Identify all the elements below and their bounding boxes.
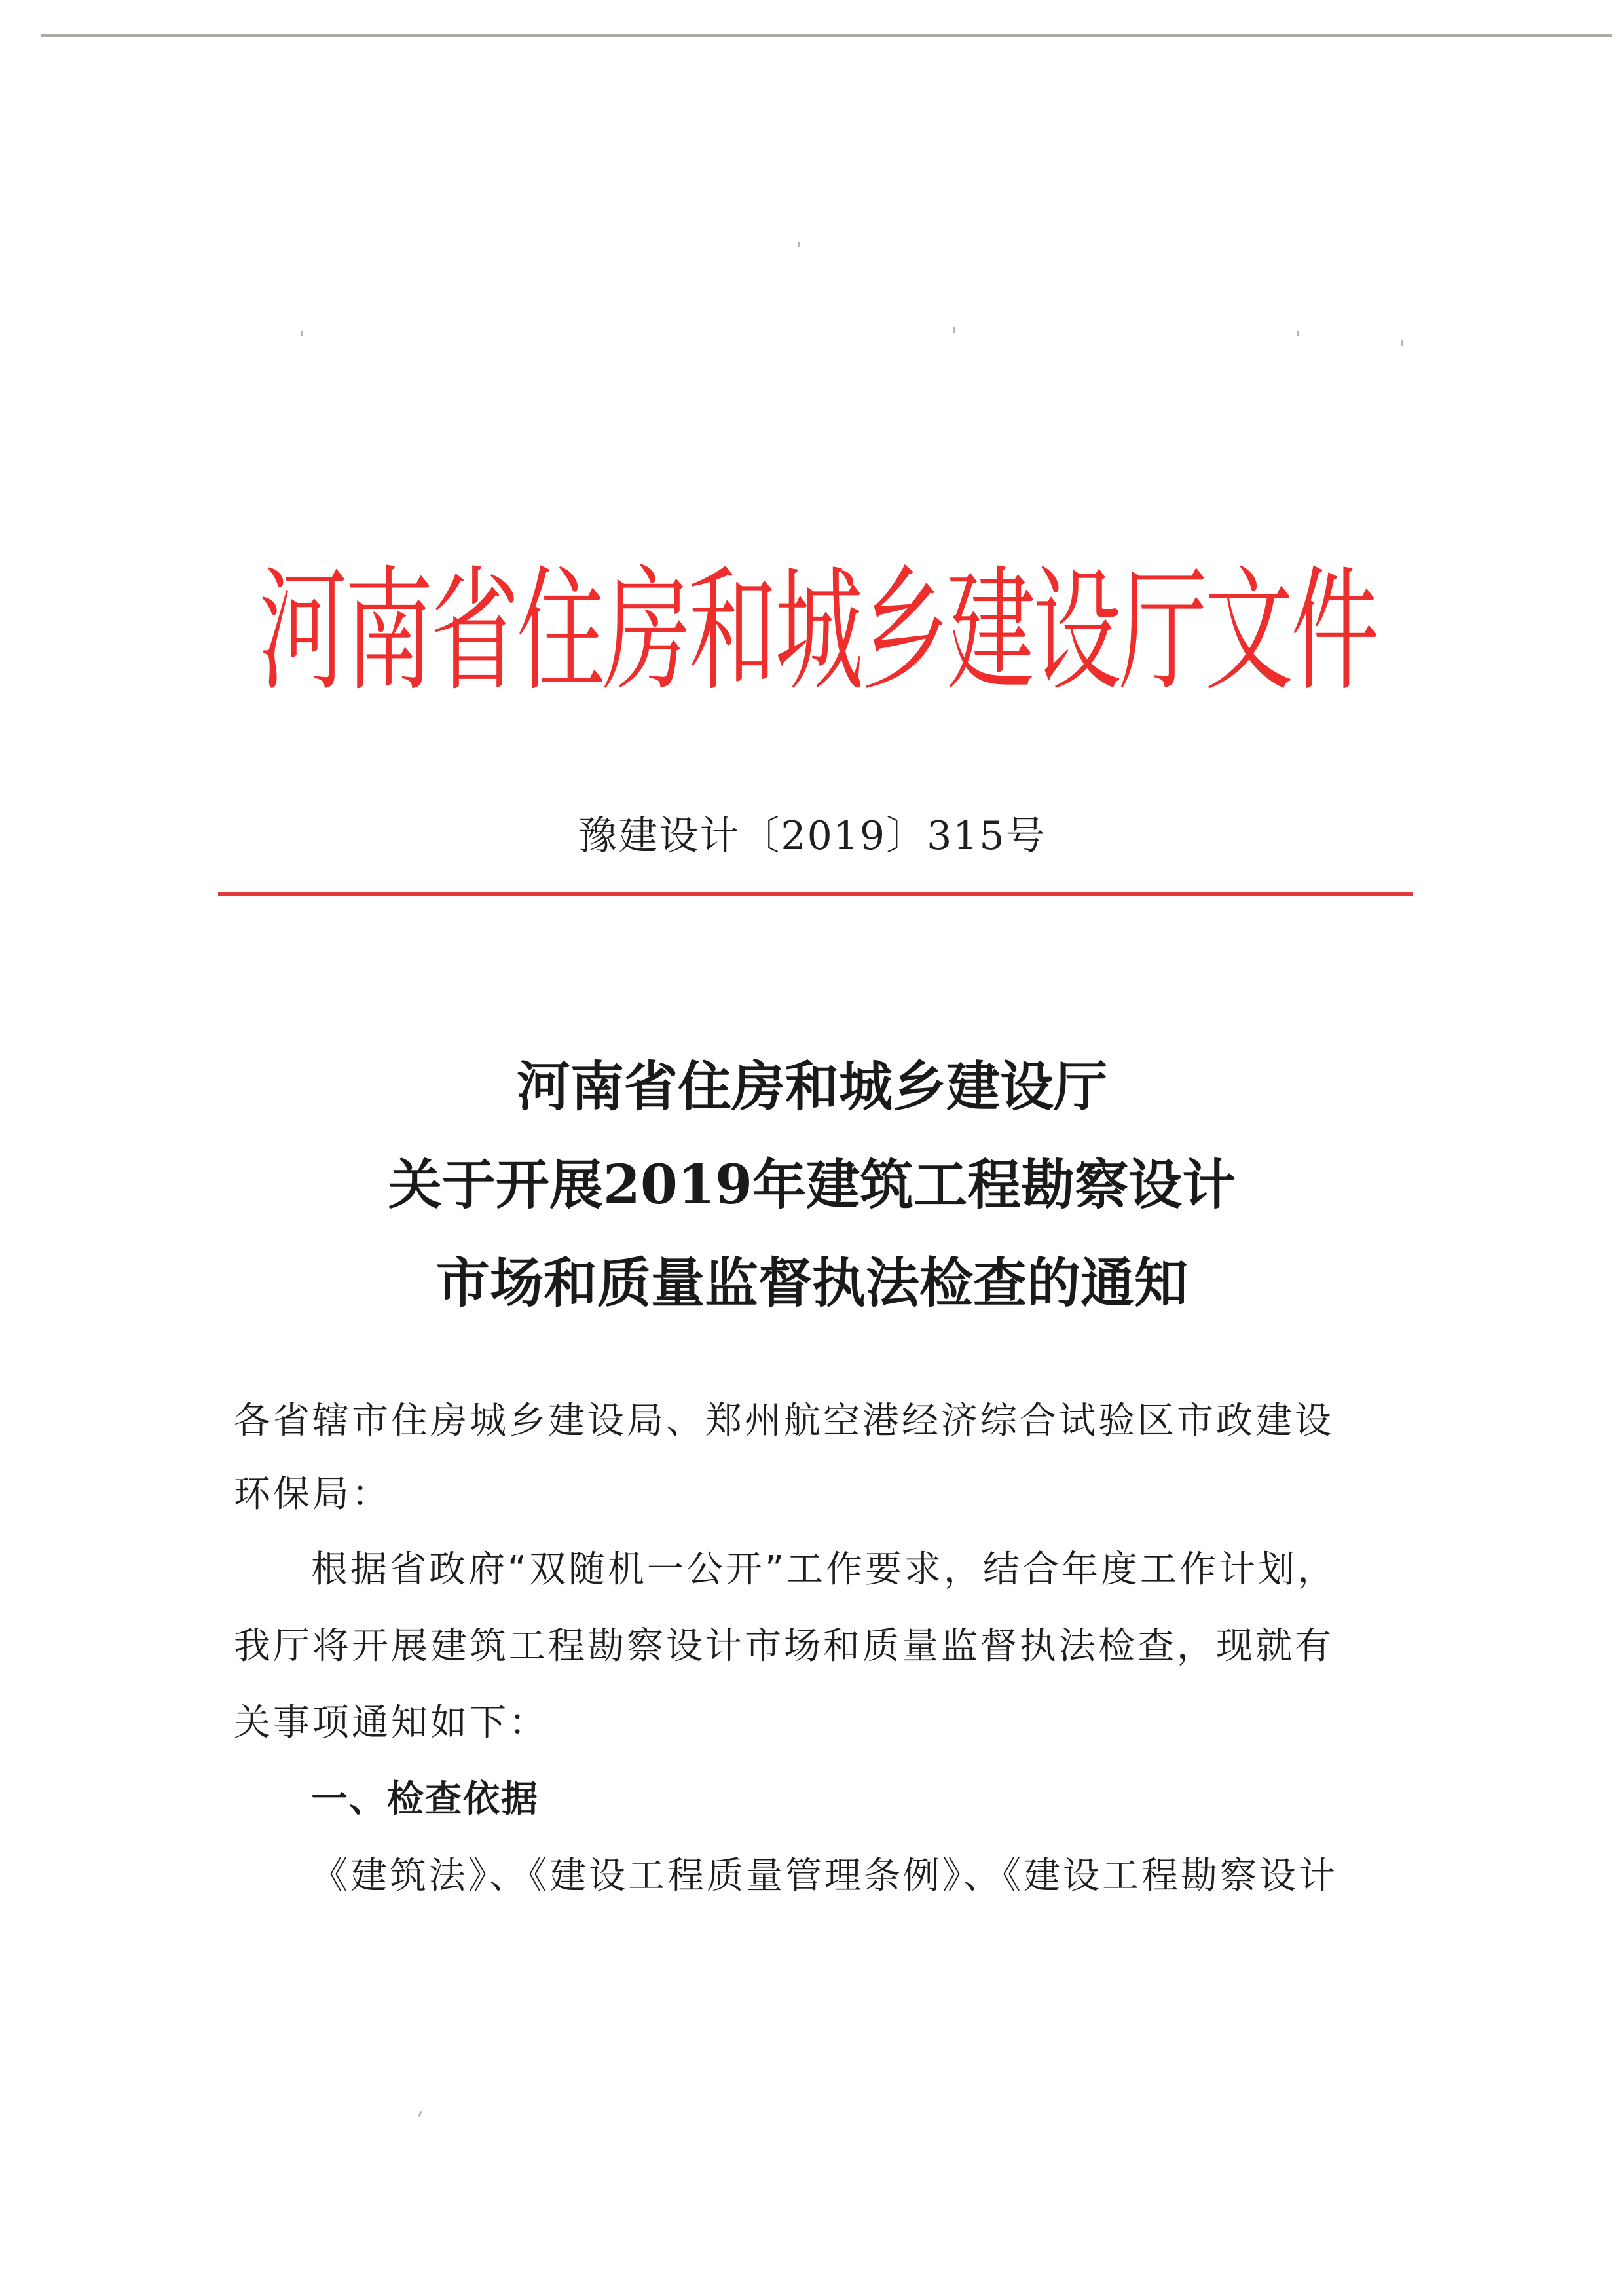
intro-paragraph-line-1: 根据省政府“双随机一公开”工作要求，结合年度工作计划， (311, 1548, 1337, 1591)
red-separator-line (218, 892, 1413, 896)
document-title (0, 1038, 1624, 1332)
document-number: 豫建设计〔2019〕315号 (578, 813, 1046, 859)
page-top-border (41, 34, 1612, 37)
title-line-1: 河南省住房和城乡建设厅 (516, 1055, 1107, 1118)
salutation-line-2: 环保局： (234, 1473, 391, 1516)
salutation-line-1: 各省辖市住房城乡建设局、郑州航空港经济综合试验区市政建设 (234, 1400, 1334, 1442)
issuer-banner: 河南省住房和城乡建设厅文件 (259, 554, 1377, 710)
scan-artifact (301, 331, 303, 336)
scan-artifact (953, 327, 955, 333)
intro-paragraph-line-2: 我厅将开展建筑工程勘察设计市场和质量监督执法检查，现就有 (234, 1625, 1334, 1667)
scan-artifact (418, 2111, 422, 2117)
document-body (234, 1385, 1367, 1914)
scan-artifact (1297, 331, 1299, 336)
intro-paragraph-line-3: 关事项通知如下： (234, 1702, 548, 1744)
scan-artifact (798, 242, 800, 247)
section-heading-inspection-basis: 一、检查依据 (311, 1778, 539, 1821)
section-1-text: 《建筑法》、《建设工程质量管理条例》、《建设工程勘察设计 (311, 1855, 1338, 1897)
scan-artifact (1401, 340, 1403, 346)
title-line-2: 关于开展2019年建筑工程勘察设计 (388, 1154, 1236, 1216)
title-line-3: 市场和质量监督执法检查的通知 (435, 1252, 1188, 1315)
